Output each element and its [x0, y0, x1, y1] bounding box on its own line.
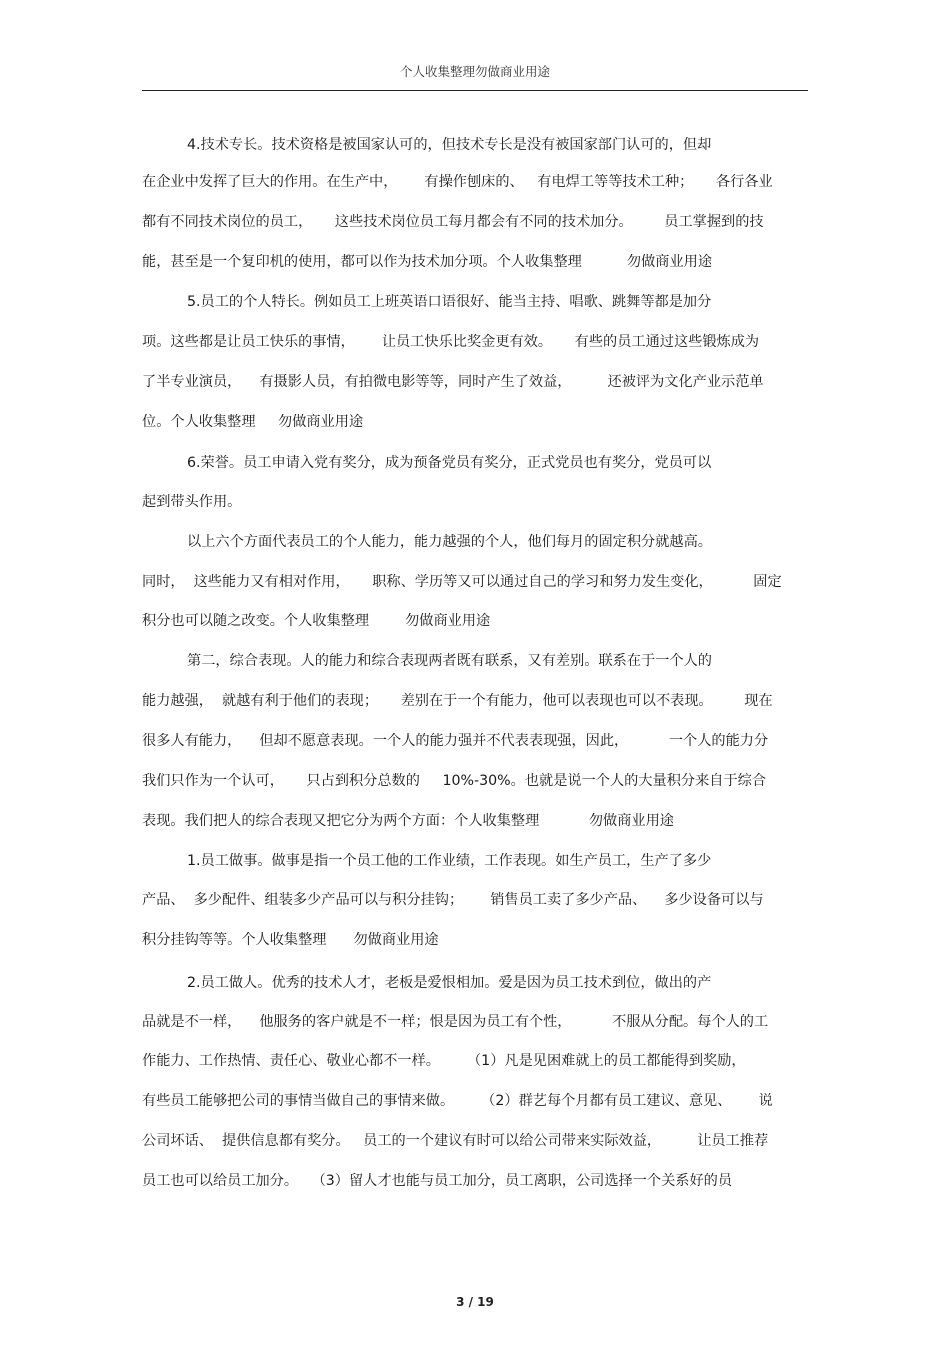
page-number: 3 / 19	[456, 1295, 494, 1309]
text-line: 品就是不一样， 他服务的客户就是不一样；恨是因为员工有个性， 不服从分配。每个人的工	[142, 1014, 769, 1030]
text-line: 2.员工做人。优秀的技术人才，老板是爱恨相加。爱是因为员工技术到位，做出的产	[187, 975, 712, 991]
text-line: 积分也可以随之改变。个人收集整理 勿做商业用途	[142, 613, 491, 629]
text-line: 4.技术专长。技术资格是被国家认可的，但技术专长是没有被国家部门认可的，但却	[187, 137, 712, 153]
text-line: 了半专业演员， 有摄影人员，有拍微电影等等，同时产生了效益， 还被评为文化产业示范单	[142, 374, 764, 390]
text-line: 有些员工能够把公司的事情当做自己的事情来做。 （2）群艺每个月都有员工建议、意见、 说	[142, 1093, 773, 1109]
text-line: 以上六个方面代表员工的个人能力，能力越强的个人，他们每月的固定积分就越高。	[187, 534, 712, 550]
text-line: 同时， 这些能力又有相对作用， 职称、学历等又可以通过自己的学习和努力发生变化， 固定	[142, 574, 782, 590]
page-header: 个人收集整理勿做商业用途	[399, 64, 550, 79]
text-line: 积分挂钩等等。个人收集整理 勿做商业用途	[142, 932, 439, 948]
text-line: 位。个人收集整理 勿做商业用途	[142, 414, 364, 430]
text-line: 6.荣誉。员工申请入党有奖分，成为预备党员有奖分，正式党员也有奖分，党员可以	[187, 455, 712, 471]
text-line: 产品、 多少配件、组装多少产品可以与积分挂钩； 销售员工卖了多少产品、 多少设备可以与	[142, 892, 764, 908]
text-line: 很多人有能力， 但却不愿意表现。一个人的能力强并不代表表现强，因此， 一个人的能力分	[142, 733, 769, 749]
text-line: 员工也可以给员工加分。 （3）留人才也能与员工加分，员工离职，公司选择一个关系好的员	[142, 1173, 733, 1189]
text-line: 我们只作为一个认可， 只占到积分总数的 10%-30%。也就是说一个人的大量积分来自于综合	[142, 773, 767, 789]
text-line: 都有不同技术岗位的员工， 这些技术岗位员工每月都会有不同的技术加分。 员工掌握到的技	[142, 214, 764, 230]
text-line: 5.员工的个人特长。例如员工上班英语口语很好、能当主持、唱歌、跳舞等都是加分	[187, 294, 712, 310]
text-line: 在企业中发挥了巨大的作用。在生产中， 有操作刨床的、 有电焊工等等技术工种； 各行各业	[142, 174, 773, 190]
text-line: 公司坏话、 提供信息都有奖分。 员工的一个建议有时可以给公司带来实际效益， 让员工推荐	[142, 1133, 769, 1149]
text-line: 1.员工做事。做事是指一个员工他的工作业绩，工作表现。如生产员工，生产了多少	[187, 853, 712, 869]
text-line: 能，甚至是一个复印机的使用，都可以作为技术加分项。个人收集整理 勿做商业用途	[142, 254, 713, 270]
text-line: 能力越强， 就越有利于他们的表现； 差别在于一个有能力，他可以表现也可以不表现。 现在	[142, 693, 773, 709]
text-line: 项。这些都是让员工快乐的事情， 让员工快乐比奖金更有效。 有些的员工通过这些锻炼成为	[142, 334, 760, 350]
text-line: 起到带头作用。	[142, 494, 242, 510]
text-line: 表现。我们把人的综合表现又把它分为两个方面：个人收集整理 勿做商业用途	[142, 813, 674, 829]
text-line: 作能力、工作热情、责任心、敬业心都不一样。 （1）凡是见困难就上的员工都能得到奖励，	[142, 1053, 746, 1069]
text-line: 第二，综合表现。人的能力和综合表现两者既有联系，又有差别。联系在于一个人的	[187, 653, 712, 669]
